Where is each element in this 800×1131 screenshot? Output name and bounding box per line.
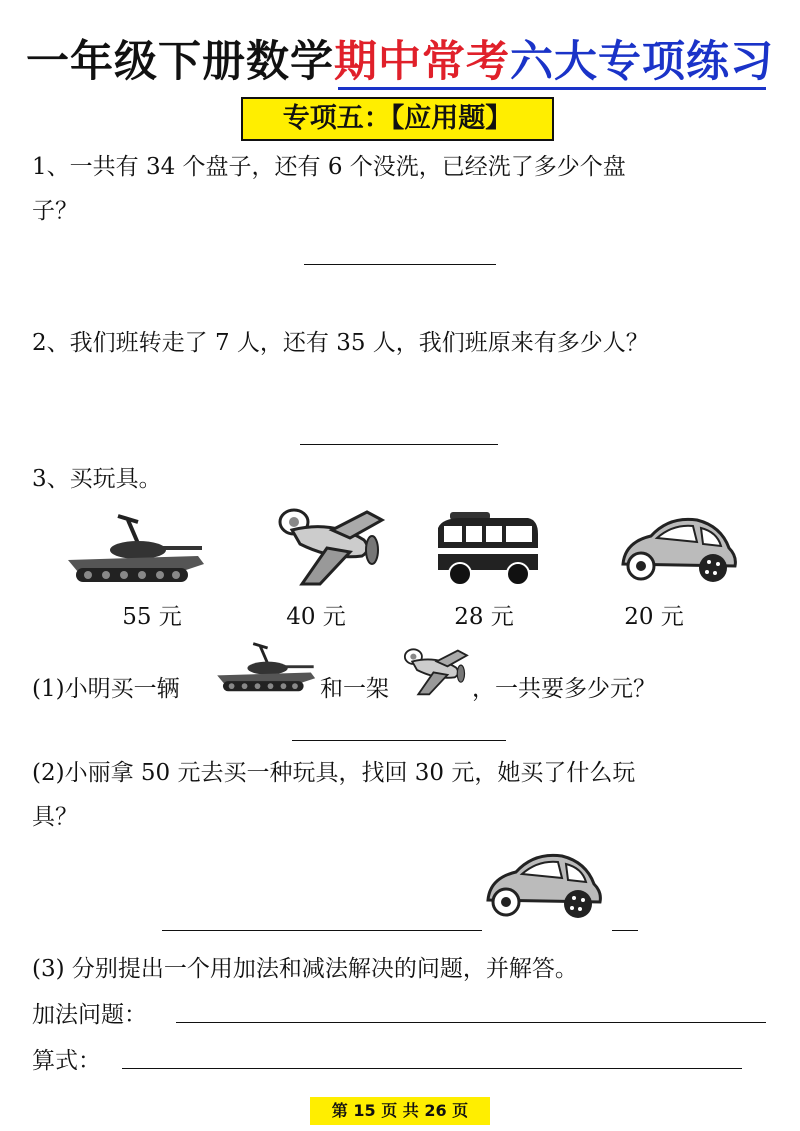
car-icon	[617, 510, 742, 590]
question-3-1-part-a: (1)小明买一辆	[32, 676, 180, 702]
formula-line[interactable]	[122, 1068, 742, 1069]
answer-line-1[interactable]	[304, 264, 496, 265]
title-underline	[338, 87, 766, 90]
formula-label: 算式：	[32, 1048, 101, 1074]
bus-icon	[432, 508, 542, 588]
question-2: 2、我们班转走了 7 人，还有 35 人，我们班原来有多少人？	[32, 330, 649, 356]
addition-question-label: 加法问题：	[32, 1002, 147, 1028]
answer-line-2[interactable]	[300, 444, 498, 445]
page-title	[0, 28, 800, 89]
question-1-line-1: 1、一共有 34 个盘子，还有 6 个没洗，已经洗了多少个盘	[32, 154, 626, 180]
title-part-blue: 六大专项练习	[510, 37, 774, 87]
page-number: 第 15 页 共 26 页	[310, 1097, 490, 1125]
price-car: 20 元	[624, 604, 684, 630]
section-heading: 专项五：【应用题】	[241, 97, 554, 141]
question-3-1-part-b: 和一架	[320, 676, 389, 702]
title-part-red: 期中常考	[334, 37, 510, 87]
question-3-3: (3) 分别提出一个用加法和减法解决的问题，并解答。	[32, 956, 578, 982]
title-part-black: 一年级下册数学	[26, 37, 334, 87]
tank-icon	[210, 636, 318, 696]
answer-line-3-2[interactable]	[162, 930, 482, 931]
question-3: 3、买玩具。	[32, 466, 162, 492]
addition-question-line[interactable]	[176, 1022, 766, 1023]
price-bus: 28 元	[454, 604, 514, 630]
question-3-2-line-2: 具？	[32, 804, 78, 830]
question-3-2-line-1: (2)小丽拿 50 元去买一种玩具，找回 30 元，她买了什么玩	[32, 760, 636, 786]
question-3-1-part-c: ，一共要多少元？	[472, 676, 656, 702]
tank-icon	[58, 508, 208, 586]
price-tank: 55 元	[122, 604, 182, 630]
airplane-icon	[272, 500, 387, 588]
answer-line-3-2-short[interactable]	[612, 930, 638, 931]
airplane-icon	[400, 642, 470, 698]
car-icon	[482, 846, 607, 926]
answer-line-3-1[interactable]	[292, 740, 506, 741]
question-1-line-2: 子？	[32, 198, 78, 224]
price-airplane: 40 元	[286, 604, 346, 630]
